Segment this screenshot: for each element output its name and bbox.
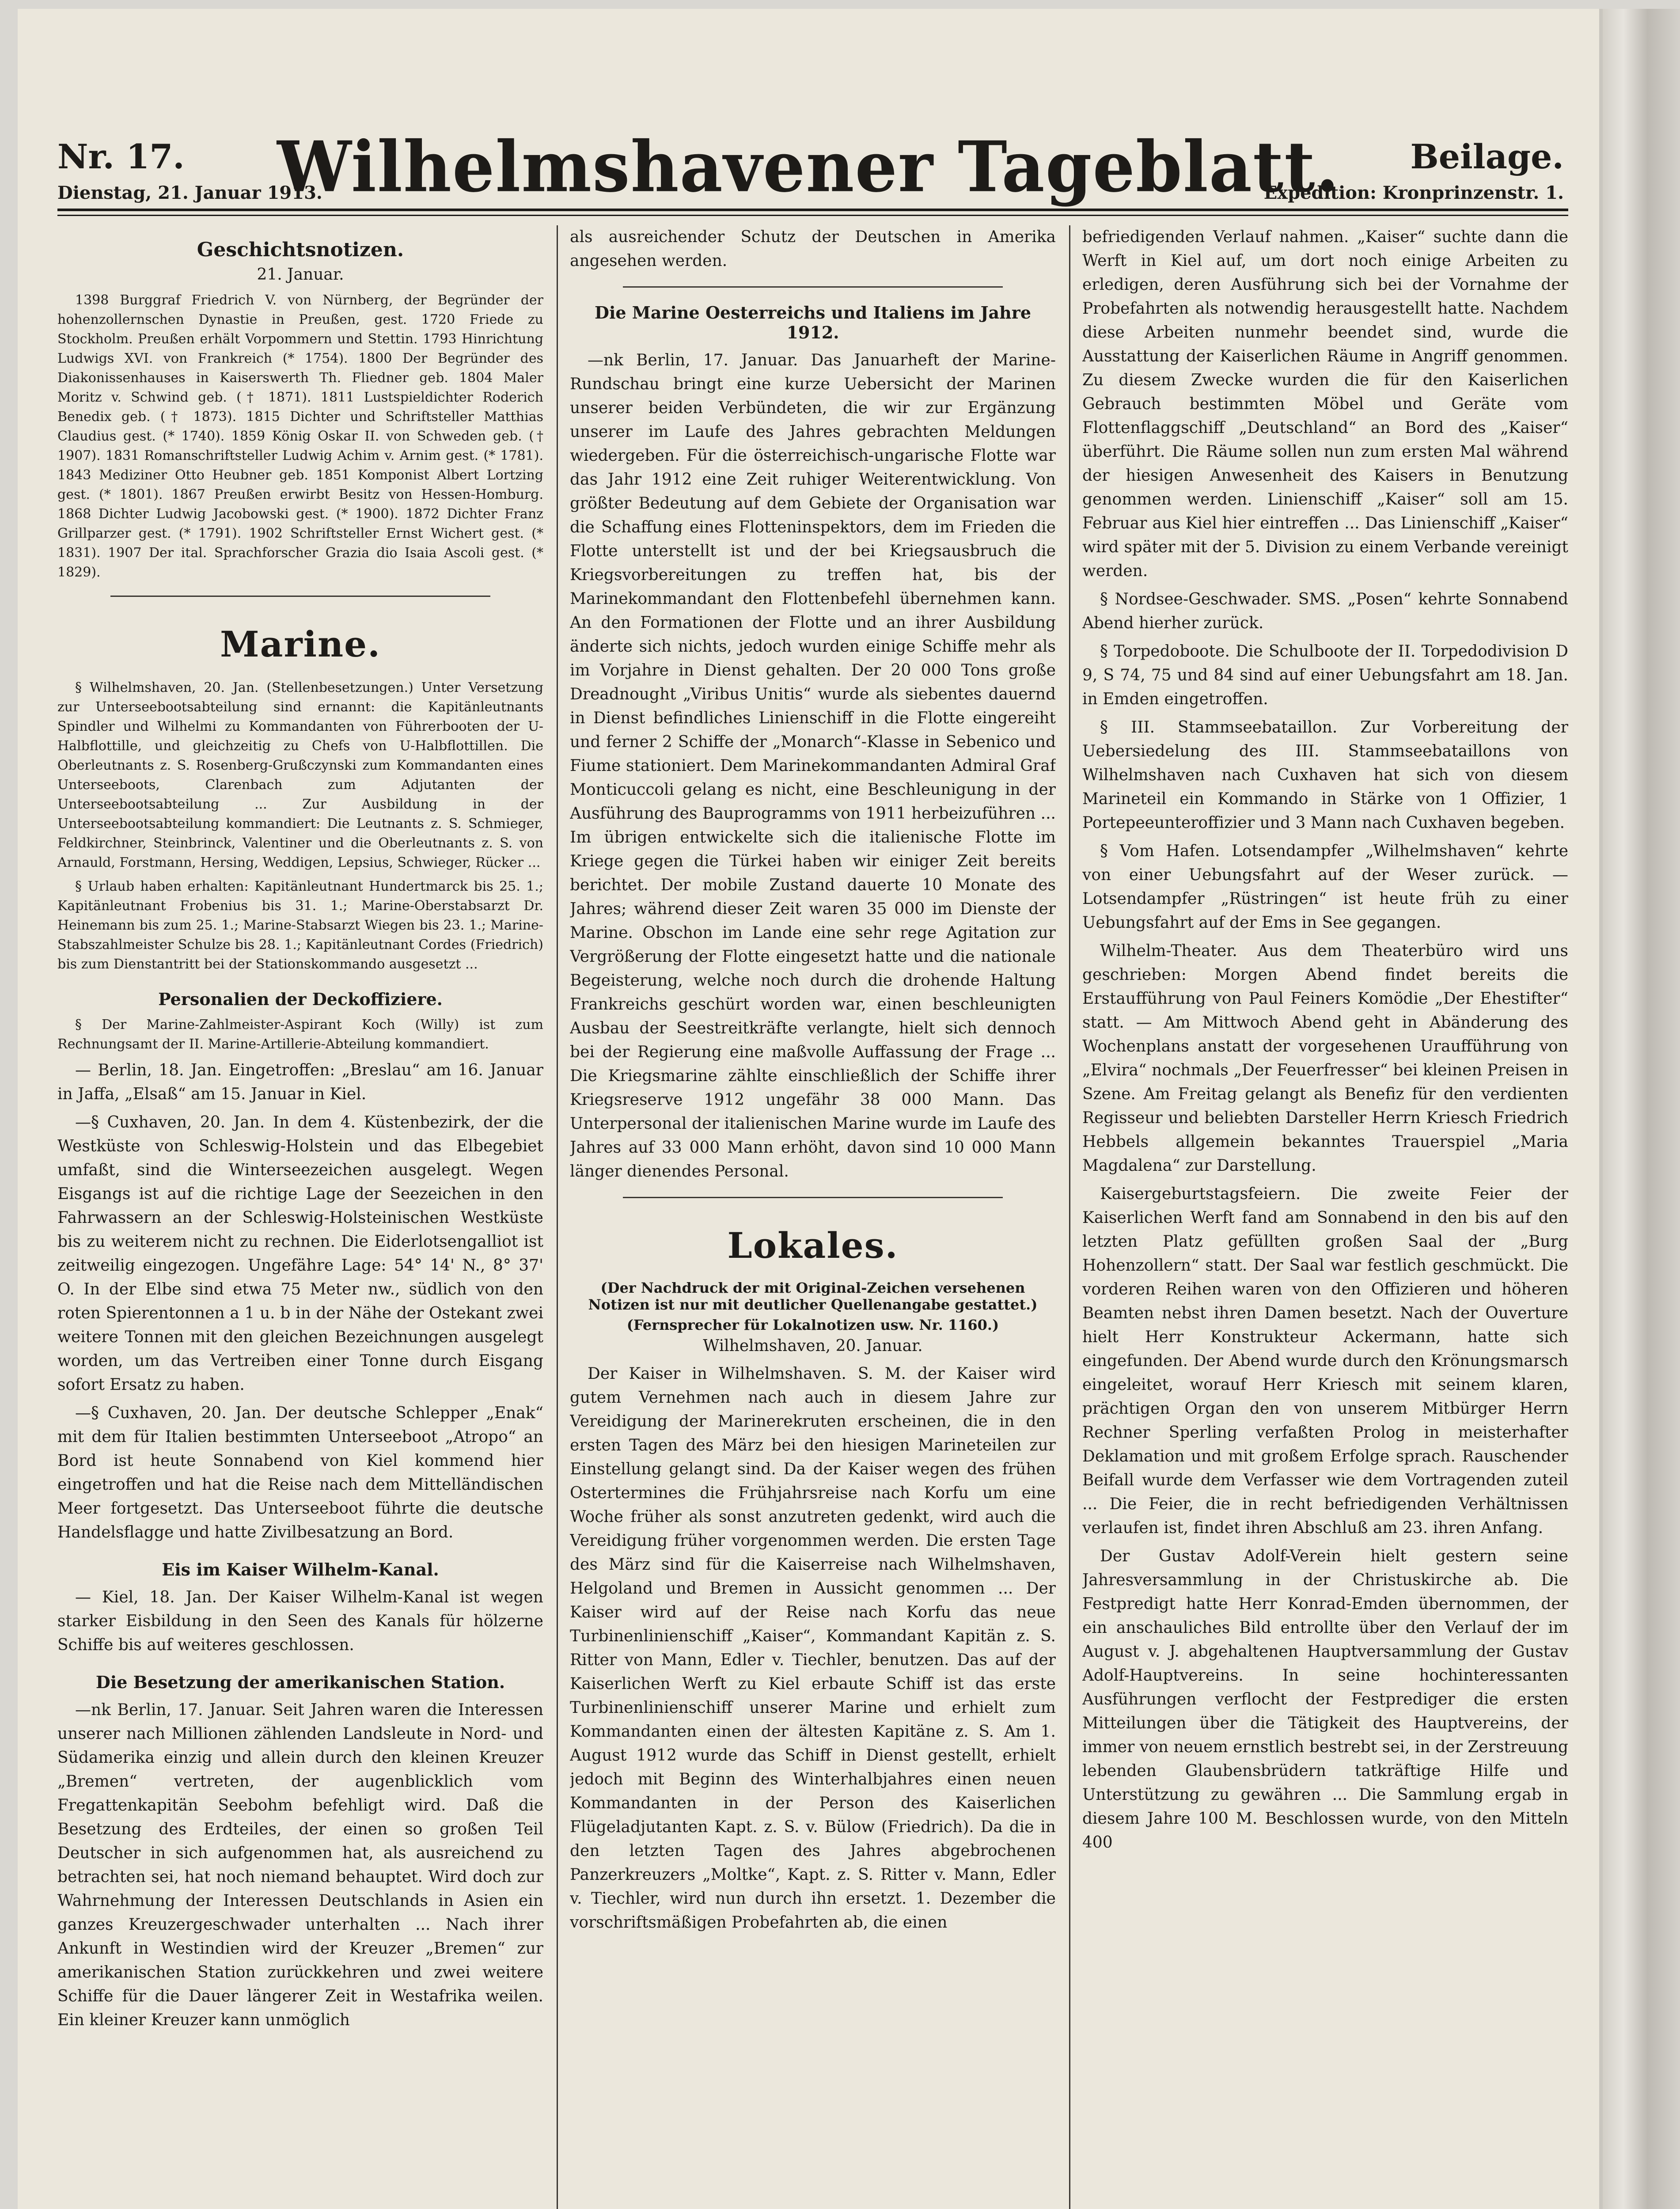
news-text — [57, 1059, 543, 1545]
personal-text: § Der Marine-Zahlmeister-Aspirant Koch (Willy) ist zum Rechnungsamt der II. Marine-Artillerie-Abteilung kommandiert. — [57, 1017, 543, 1052]
berlin-paragraph: — Berlin, 18. Jan. Eingetroffen: „Breslau“ am 16. Januar in Jaffa, „Elsaß“ am 15. Januar in Kiel. — [57, 1061, 543, 1103]
supplement-label: Beilage. — [1410, 137, 1564, 176]
lokales-heading: Lokales. — [727, 1225, 899, 1266]
kanal-heading: Eis im Kaiser Wilhelm-Kanal. — [162, 1560, 439, 1579]
nordsee-paragraph: § Nordsee-Geschwader. SMS. „Posen“ kehrte Sonnabend Abend hierher zurück. — [1082, 590, 1568, 632]
marine-heading: Marine. — [220, 623, 381, 665]
masthead-rule-thin — [57, 215, 1568, 216]
expedition-address: Expedition: Kronprinzenstr. 1. — [1263, 182, 1564, 203]
marine-paragraph: § Wilhelmshaven, 20. Jan. (Stellenbesetzungen.) Unter Versetzung zur Unterseebootsabteilung sind ernannt: die Kapitänleutnants Spindler und Wilhelmi zu Kommandanten von Führerbooten der U-Halbflottille, und gleichzeitig zu Chefs von U-Halbflottillen. Die Oberleutnants z. S. Rosenberg-Grußczynski zum Kommandanten eines Unterseeboots, Clarenbach zum Adjutanten der Unterseebootsabteilung ... Zur Ausbildung in der Unterseebootsabteilung kommandiert: Die Leutnants z. S. Schmieger, Feldkirchner, Steinbrinck, Valentiner und die Oberleutnants z. S. von Arnauld, Forstmann, Hersing, Weddigen, Lepsius, Schwieger, Rücker ... — [57, 680, 543, 870]
kanal-text: — Kiel, 18. Jan. Der Kaiser Wilhelm-Kanal ist wegen starker Eisbildung in den Seen des Kanals für hölzerne Schiffe bis auf weiteres geschlossen. — [57, 1588, 543, 1654]
personal-heading: Personalien der Deckoffiziere. — [158, 989, 443, 1009]
cuxhaven-paragraph: —§ Cuxhaven, 20. Jan. In dem 4. Küstenbezirk, der die Westküste von Schleswig-Holstein und das Elbegebiet umfaßt, sind die Winterseezeichen ausgelegt. Wegen Eisgangs ist auf die richtige Lage der Seezeichen in den Fahrwassern an der Schleswig-Holsteinischen Westküste bis zu weiterem nicht zu rechnen. Die Eiderlotsengalliot ist zeitweilig eingezogen. Ungefähre Lage: 54° 14' N., 8° 37' O. In der Elbe sind etwa 75 Meter nw., südlich von den roten Spierentonnen a 1 u. b in der Nähe der Ostekant zwei weitere Tonnen mit den gleichen Bezeichnungen ausgelegt worden, um das Vertreiben einer Tonne durch Eisgang sofort Ersatz zu haben. — [57, 1113, 543, 1394]
lead-paragraph: befriedigenden Verlauf nahmen. „Kaiser“ suchte dann die Werft in Kiel auf, um dort noch einige Arbeiten zu erledigen, deren Ausführung sich bei der Vornahme der Probefahrten als notwendig herausgestellt hatte. Nachdem diese Arbeiten nunmehr beendet sind, wurde die Ausstattung der Kaiserlichen Räume in Angriff genommen. Zu diesem Zwecke wurden die für den Kaiserlichen Gebrauch bestimmten Möbel und Geräte vom Flottenflaggschiff „Deutschland“ an Bord des „Kaiser“ überführt. Die Räume sollen nun zum ersten Mal während der hiesigen Anwesenheit des Kaisers in Benutzung genommen werden. Linienschiff „Kaiser“ soll am 15. Februar aus Kiel hier eintreffen ... Das Linienschiff „Kaiser“ wird später mit der 5. Division zu einem Verbande vereinigt werden. — [1082, 228, 1568, 580]
masthead-right — [1264, 137, 1564, 203]
torpedo-paragraph: § Torpedoboote. Die Schulboote der II. Torpedodivision D 9, S 74, 75 und 84 sind auf einer Uebungsfahrt am 18. Jan. in Emden eingetroffen. — [1082, 642, 1568, 708]
column-divider — [1069, 225, 1070, 2209]
cuxhaven-paragraph-2: —§ Cuxhaven, 20. Jan. Der deutsche Schlepper „Enak“ mit dem für Italien bestimmten Unterseeboot „Atropo“ an Bord ist heute Sonnabend von Kiel kommend hier eingetroffen und hat die Reise nach dem Mittelländischen Meer fortgesetzt. Das Unterseeboot führte die deutsche Handelsflagge und hatte Zivilbesatzung an Bord. — [57, 1404, 543, 1541]
theater-paragraph: Wilhelm-Theater. Aus dem Theaterbüro wird uns geschrieben: Morgen Abend findet bereits die Erstaufführung von Paul Feiners Komödie „Der Ehestifter“ statt. — Am Mittwoch Abend geht in Abänderung des Wochenplans anstatt der vorgesehenen Uraufführung von „Elvira“ nochmals „Der Feuerfresser“ bei kleinen Preisen in Szene. Am Freitag gelangt als Benefiz für den verdienten Regisseur und beliebten Darsteller Herrn Kriesch Friedrich Hebbels allgemein bekanntes Trauerspiel „Maria Magdalena“ zur Darstellung. — [1082, 942, 1568, 1175]
column-1 — [57, 225, 543, 2209]
history-heading: Geschichtsnotizen. — [197, 239, 404, 261]
column-2 — [570, 225, 1056, 2209]
col3-text — [1082, 225, 1568, 1855]
masthead — [18, 9, 1599, 216]
issue-date: Dienstag, 21. Januar 1913. — [57, 182, 322, 203]
masthead-rule — [57, 209, 1568, 211]
gustav-paragraph: Der Gustav Adolf-Verein hielt gestern seine Jahresversammlung in der Christuskirche ab. Die Festpredigt hatte Herr Konrad-Emden übernommen, der ein anschauliches Bild entrollte über den Verlauf der im August v. J. abgehaltenen Hauptversammlung der Gustav Adolf-Hauptvereins. In seine hochinteressanten Ausführungen verflocht der Festprediger die ersten Mitteilungen über die Tätigkeit des Hauptvereins, der immer von neuem ernstlich bestrebt sei, in der Zerstreuung lebenden Glaubensbrüdern tatkräftige Hilfe und Unterstützung zu gewähren ... Die Sammlung ergab in diesem Jahre 100 M. Beschlossen wurde, von den Mitteln 400 — [1082, 1547, 1568, 1852]
history-text: 1398 Burggraf Friedrich V. von Nürnberg, der Begründer der hohenzollernschen Dynastie in Preußen, gest. 1720 Friede zu Stockholm. Preußen erhält Vorpommern und Stettin. 1793 Hinrichtung Ludwigs XVI. von Frankreich (* 1754). 1800 Der Begründer des Diakonissenhauses in Kaiserswerth Th. Fliedner geb. 1804 Maler Moritz v. Schwind geb. († 1871). 1811 Lustspieldichter Roderich Benedix geb. († 1873). 1815 Dichter und Schriftsteller Matthias Claudius gest. (* 1740). 1859 König Oskar II. von Schweden geb. († 1907). 1831 Romanschriftsteller Ludwig Achim v. Arnim gest. (* 1781). 1843 Mediziner Otto Heubner geb. 1851 Komponist Albert Lortzing gest. (* 1801). 1867 Preußen erwirbt Besitz von Hessen-Homburg. 1868 Dichter Ludwig Jacobowski gest. (* 1900). 1872 Dichter Franz Grillparzer gest. (* 1791). 1902 Schriftsteller Ernst Wichert gest. (* 1831). 1907 Der ital. Sprachforscher Grazia dio Isaia Ascoli gest. (* 1829). — [57, 292, 543, 580]
page-edge — [1599, 9, 1680, 2209]
lokales-phone: (Fernsprecher für Lokalnotizen usw. Nr. 1160.) — [626, 1317, 999, 1333]
amerika-text: —nk Berlin, 17. Januar. Seit Jahren waren die Interessen unserer nach Millionen zählenden Landsleute in Nord- und Südamerika einzig und allein durch den kleinen Kreuzer „Bremen“ vertreten, der augenblicklich vom Fregattenkapitän Seebohm befehligt wird. Daß die Besetzung des Erdteiles, der einen so großen Teil Deutscher in sich aufgenommen hat, als ausreichend zu betrachten sei, hat noch niemand behauptet. Wird doch zur Wahrnehmung der Interessen Deutschlands in Asien ein ganzes Kreuzergeschwader unterhalten ... Nach ihrer Ankunft in Westindien wird der Kreuzer „Bremen“ zur amerikanischen Station zurückkehren und zwei weitere Schiffe für die Dauer längerer Zeit in Westafrika weilen. Ein kleiner Kreuzer kann unmöglich — [57, 1701, 543, 2029]
separator — [623, 286, 1003, 288]
stamm-paragraph: § III. Stammseebataillon. Zur Vorbereitung der Uebersiedelung des III. Stammseebataillons von Wilhelmshaven nach Cuxhaven hat sich von diesem Marineteil ein Kommando in Stärke von 1 Offizier, 1 Portepeeunteroffizier und 3 Mann nach Cuxhaven begeben. — [1082, 718, 1568, 832]
columns — [57, 225, 1568, 2209]
newspaper-page — [18, 9, 1599, 2209]
lead-text: als ausreichender Schutz der Deutschen in Amerika angesehen werden. — [570, 228, 1056, 270]
issue-number: Nr. 17. — [57, 137, 185, 176]
column-3 — [1082, 225, 1568, 2209]
geburtstag-paragraph: Kaisergeburtstagsfeiern. Die zweite Feier der Kaiserlichen Werft fand am Sonnabend in den bis auf den letzten Platz gefüllten großen Saal der „Burg Hohenzollern“ statt. Der Saal war festlich geschmückt. Die vorderen Reihen waren von den Offizieren und höheren Beamten nebst ihren Damen besetzt. Nach der Ouverture hielt Herr Konstrukteur Ackermann, hatte sich eingefunden. Der Abend wurde durch den Krönungsmarsch eingeleitet, worauf Herr Kriesch mit seinem klaren, prächtigen Organ den von unserem Mitbürger Herrn Rechner Sperling verfaßten Prolog in meisterhafter Deklamation und mit großem Erfolge sprach. Rauschender Beifall wurde dem Verfasser wie dem Vortragenden zuteil ... Die Feier, die in recht befriedigenden Verhältnissen verlaufen ist, findet ihren Abschluß am 23. ihren Anfang. — [1082, 1185, 1568, 1537]
separator — [623, 1197, 1003, 1198]
marine-paragraph: § Urlaub haben erhalten: Kapitänleutnant Hundertmarck bis 25. 1.; Kapitänleutnant Frobenius bis 31. 1.; Marine-Oberstabsarzt Dr. Heinemann bis zum 25. 1.; Marine-Stabsarzt Wiegen bis 23. 1.; Marine-Stabszahlmeister Schulze bis 28. 1.; Kapitänleutnant Cordes (Friedrich) bis zum Dienstantritt bei der Stationskommando ausgesetzt ... — [57, 879, 543, 972]
marine-text — [57, 678, 543, 974]
column-divider — [557, 225, 558, 2209]
hafen-paragraph: § Vom Hafen. Lotsendampfer „Wilhelmshaven“ kehrte von einer Uebungsfahrt auf der Weser zurück. — Lotsendampfer „Rüstringen“ ist heute früh zu einer Uebungsfahrt auf der Ems in See gegangen. — [1082, 842, 1568, 932]
separator — [110, 596, 490, 597]
newspaper-title: Wilhelmshavener Tageblatt. — [277, 126, 1340, 208]
kaiser-text: Der Kaiser in Wilhelmshaven. S. M. der Kaiser wird gutem Vernehmen nach auch in diesem Jahre zur Vereidigung der Marinerekruten erscheinen, die in den ersten Tagen des März bei den hiesigen Marineteilen zur Einstellung gelangt sind. Da der Kaiser wegen des frühen Ostertermines die Frühjahrsreise nach Korfu um eine Woche früher als sonst anzutreten gedenkt, wird auch die Vereidigung früher vorgenommen werden. Die ersten Tage des März sind für die Kaiserreise nach Wilhelmshaven, Helgoland und Bremen in Aussicht genommen ... Der Kaiser wird auf der Reise nach Korfu das neue Turbinenlinienschiff „Kaiser“, Kommandant Kapitän z. S. Ritter von Mann, Edler v. Tiechler, benutzen. Das auf der Kaiserlichen Werft zu Kiel erbaute Schiff ist das erste Turbinenlinienschiff unserer Marine und erhielt zum Kommandanten einen der ältesten Kapitäne z. S. Am 1. August 1912 wurde das Schiff in Dienst gestellt, erhielt jedoch mit Beginn des Winterhalbjahres einen neuen Kommandanten in der Person des Kaiserlichen Flügeladjutanten Kapt. z. S. v. Bülow (Friedrich). Da die in den letzten Tagen des Jahres abgebrochenen Panzerkreuzers „Moltke“, Kapt. z. S. Ritter v. Mann, Edler v. Tiechler, wird nun durch ihn ersetzt. 1. Dezember die vorschriftsmäßigen Probefahrten ab, die einen — [570, 1365, 1056, 1932]
lokales-note: (Der Nachdruck der mit Original-Zeichen versehenen Notizen ist nur mit deutlicher Quellenangabe gestattet.) — [588, 1279, 1038, 1313]
amerika-heading: Die Besetzung der amerikanischen Station. — [95, 1672, 505, 1692]
history-date: 21. Januar. — [257, 266, 344, 284]
flotte-heading: Die Marine Oesterreichs und Italiens im Jahre 1912. — [594, 303, 1032, 342]
flotte-text: —nk Berlin, 17. Januar. Das Januarheft der Marine-Rundschau bringt eine kurze Uebersicht der Marinen unserer beiden Verbündeten, die wir zur Ergänzung unserer im Laufe des Jahres gebrachten Meldungen wiedergeben. Für die österreichisch-ungarische Flotte war das Jahr 1912 eine Zeit ruhiger Weiterentwicklung. Von größter Bedeutung auf dem Gebiete der Organisation war die Schaffung eines Flotteninspektors, dem im Frieden die Flotte unterstellt ist und der bei Kriegsausbruch die Kriegsvorbereitungen zu treffen hat, bis der Marinekommandant den Flottenbefehl übernehmen kann. An den Formationen der Flotte und an ihrer Ausbildung änderte sich nichts, jedoch wurden einige Schiffe mehr als im Vorjahre in Dienst gehalten. Der 20 000 Tons große Dreadnought „Viribus Unitis“ wurde als siebentes dauernd in Dienst befindliches Linienschiff in die Flotte eingereiht und ferner 2 Schiffe der „Monarch“-Klasse in Sebenico und Fiume stationiert. Dem Marinekommandanten Admiral Graf Monticuccoli gelang es nicht, eine Beschleunigung in der Ausführung des Bauprogramms von 1911 herbeizuführen ... Im übrigen entwickelte sich die italienische Flotte im Kriege gegen die Türkei haben wir einiger Zeit bereits berichtet. Der mobile Zustand dauerte 10 Monate des Jahres; während dieser Zeit waren 35 000 im Dienste der Marine. Obschon im Lande eine sehr rege Agitation zur Vergrößerung der Flotte eingesetzt hatte und die nationale Begeisterung, welche noch durch die drohende Haltung Frankreichs geschürt worden war, einen beschleunigten Ausbau der Seestreitkräfte verlangte, hielt sich dennoch bei der Regierung eine maßvolle Auffassung der Frage ... Die Kriegsmarine zählte einschließlich der Schiffe ihrer Kriegsreserve 1912 ungefähr 38 000 Mann. Das Unterpersonal der italienischen Marine wurde im Laufe des Jahres auf 33 000 Mann erhöht, davon sind 10 000 Mann länger dienendes Personal. — [570, 351, 1056, 1180]
lokales-date: Wilhelmshaven, 20. Januar. — [703, 1337, 923, 1355]
